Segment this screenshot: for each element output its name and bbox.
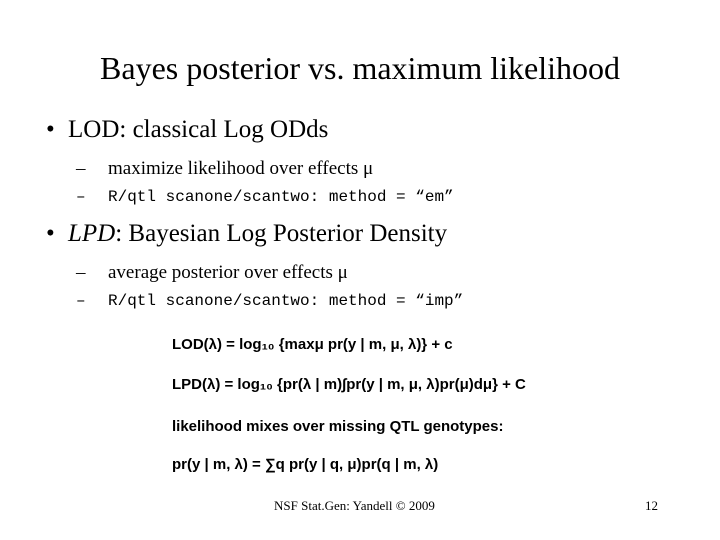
page-number: 12 (645, 498, 658, 513)
subitem-code: R/qtl scanone/scantwo: method = “imp” (108, 292, 464, 310)
bullet-label-italic: LPD (68, 220, 116, 247)
subitem-text: average posterior over effects μ (108, 262, 348, 283)
formula-mixture: pr(y | m, λ) = ∑q pr(y | q, μ)pr(q | m, λ) (172, 456, 439, 473)
dash-marker: – (76, 158, 86, 179)
dash-marker: – (76, 262, 86, 283)
subitem-code: R/qtl scanone/scantwo: method = “em” (108, 188, 454, 206)
bullet-text: : Bayesian Log Posterior Density (115, 220, 448, 247)
subitem-text: maximize likelihood over effects μ (108, 158, 374, 179)
bullet-marker: • (46, 116, 55, 143)
formula-note: likelihood mixes over missing QTL genotypes: (172, 418, 504, 435)
bullet-lod (46, 116, 328, 144)
subitem-method-imp (76, 292, 463, 310)
slide-title: Bayes posterior vs. maximum likelihood (100, 50, 620, 86)
formula-lpd: LPD(λ) = log₁₀ {pr(λ | m)∫pr(y | m, μ, λ)pr(μ)dμ} + C (172, 376, 526, 393)
subitem-maximize (76, 158, 373, 180)
subitem-method-em (76, 188, 454, 206)
bullet-lpd (46, 220, 447, 248)
dash-marker: – (76, 292, 86, 310)
bullet-marker: • (46, 220, 55, 247)
formula-lod: LOD(λ) = log₁₀ {maxμ pr(y | m, μ, λ)} + c (172, 336, 453, 353)
bullet-text: LOD: classical Log ODds (68, 116, 329, 143)
dash-marker: – (76, 188, 86, 206)
footer-credit: NSF Stat.Gen: Yandell © 2009 (274, 498, 435, 513)
subitem-average (76, 262, 348, 284)
